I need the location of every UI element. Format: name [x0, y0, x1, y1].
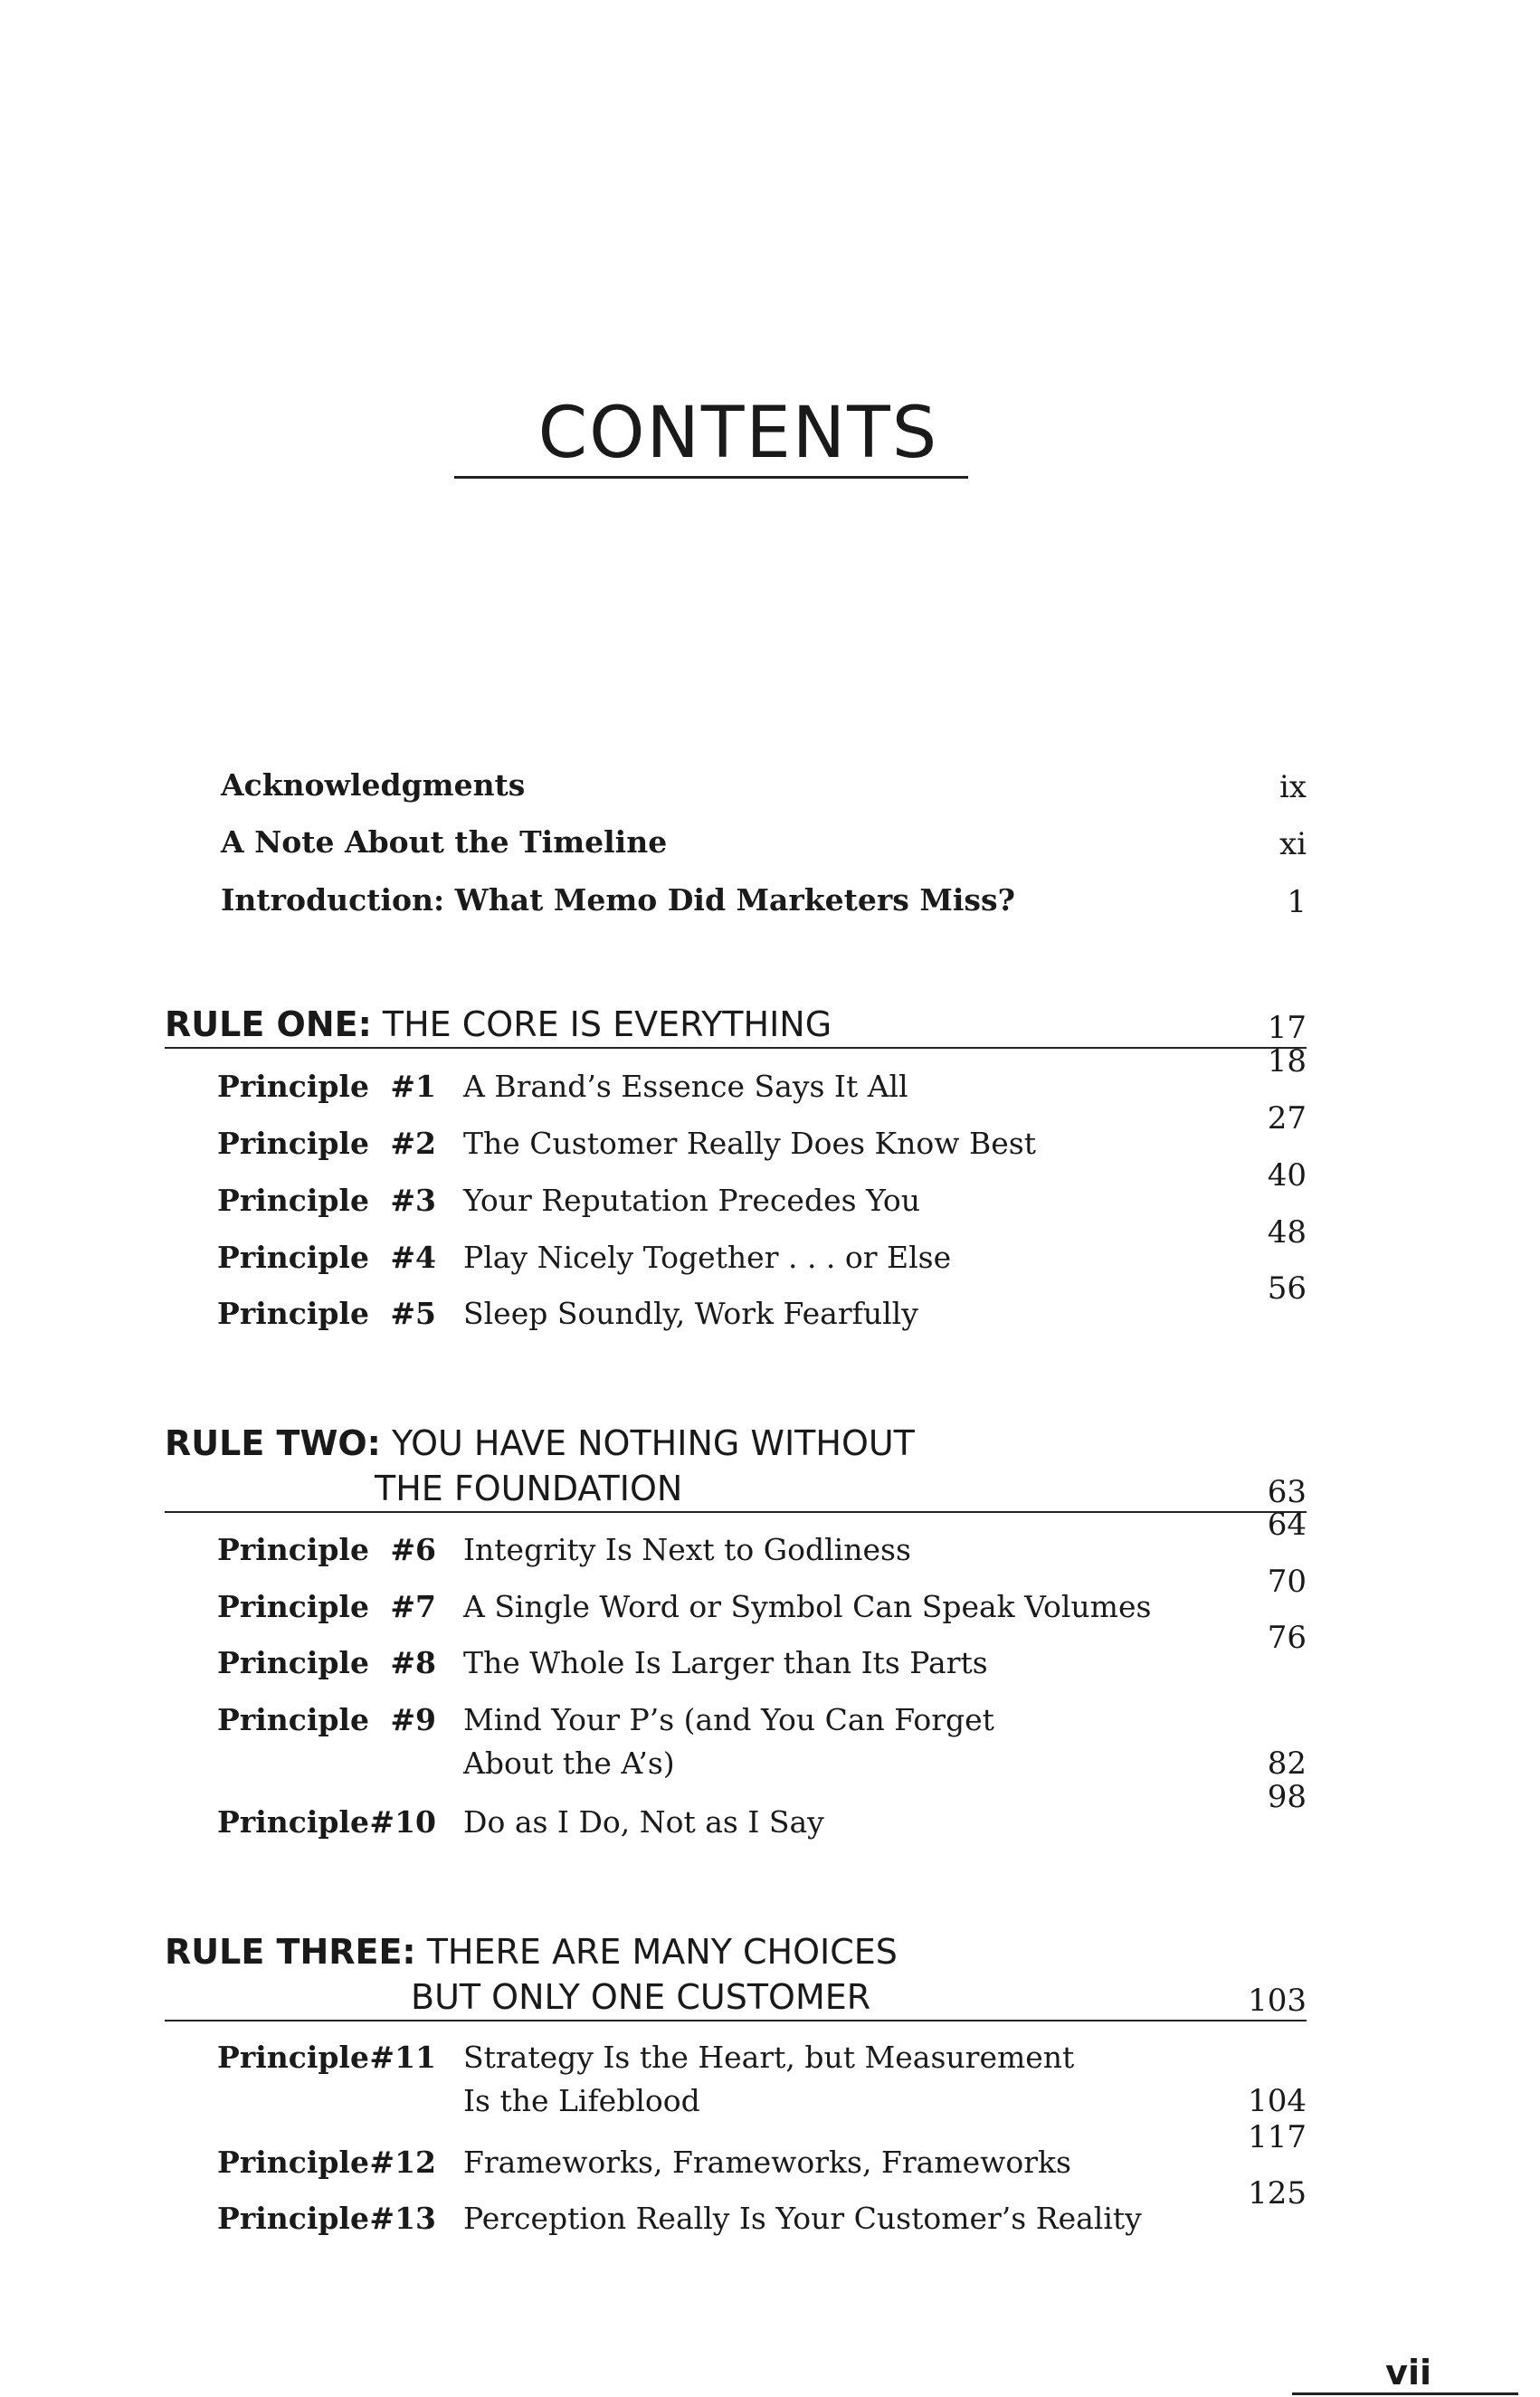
rule-page: 17 [1267, 1010, 1307, 1046]
toc-entry-page: xi [1279, 826, 1307, 862]
rule-title-line1: THERE ARE MANY CHOICES [426, 1932, 898, 1972]
principle-number: #11 [369, 2040, 436, 2075]
page-title: CONTENTS [537, 393, 939, 474]
principle-label: Principle [217, 1804, 369, 1840]
toc-entry-title: Acknowledgments [221, 767, 526, 803]
principle-title: Play Nicely Together . . . or Else [463, 1240, 952, 1275]
principle-title: Frameworks, Frameworks, Frameworks [463, 2145, 1071, 2180]
principle-number: #5 [390, 1296, 436, 1331]
principle-page: 70 [1267, 1564, 1307, 1600]
rule-prefix: RULE THREE: [165, 1932, 416, 1972]
rule-prefix: RULE TWO: [165, 1423, 381, 1463]
rule-one-heading[interactable] [165, 1002, 1307, 1049]
principle-number: #9 [390, 1702, 436, 1737]
principle-title-line2: About the A’s) [463, 1745, 675, 1781]
principle-number: #12 [369, 2145, 436, 2180]
toc-entry-page: ix [1279, 769, 1307, 805]
principle-label: Principle [217, 1296, 369, 1331]
principle-title: Sleep Soundly, Work Fearfully [463, 1296, 918, 1331]
principle-number: #10 [369, 1804, 436, 1840]
rule-two-heading[interactable] [165, 1421, 1307, 1513]
principle-number: #3 [390, 1183, 436, 1218]
principle-title: The Customer Really Does Know Best [463, 1126, 1036, 1161]
principle-page: 27 [1267, 1100, 1307, 1137]
principle-page: 40 [1267, 1157, 1307, 1194]
page-folio [1292, 2353, 1518, 2395]
principle-label: Principle [217, 2145, 369, 2180]
principle-page: 64 [1267, 1507, 1307, 1543]
principle-number: #7 [390, 1589, 436, 1624]
principle-page: 117 [1248, 2119, 1307, 2155]
principle-label: Principle [217, 1645, 369, 1680]
principle-title: A Single Word or Symbol Can Speak Volumes [463, 1589, 1152, 1624]
rule-prefix: RULE ONE: [165, 1004, 372, 1044]
principle-title-line2: Is the Lifeblood [463, 2083, 700, 2118]
principle-label: Principle [217, 1183, 369, 1218]
principle-page: 82 [1267, 1745, 1307, 1782]
rule-page: 103 [1248, 1983, 1307, 2019]
contents-heading-rule [454, 393, 968, 479]
toc-entry-note-about-timeline[interactable] [221, 824, 1307, 860]
principle-number: #6 [390, 1532, 436, 1567]
principle-page: 18 [1267, 1043, 1307, 1080]
principle-number: #4 [390, 1240, 436, 1275]
principle-page: 125 [1248, 2175, 1307, 2212]
principle-label: Principle [217, 2201, 369, 2236]
principle-label: Principle [217, 1069, 369, 1104]
principle-title: Your Reputation Precedes You [463, 1183, 921, 1218]
principle-label: Principle [217, 1589, 369, 1624]
principle-title-line1: Strategy Is the Heart, but Measurement [463, 2040, 1075, 2075]
principle-number: #13 [369, 2201, 436, 2236]
principle-page: 56 [1267, 1270, 1307, 1307]
toc-entry-introduction[interactable] [221, 882, 1307, 918]
principle-page: 98 [1267, 1779, 1307, 1815]
rule-three-heading[interactable] [165, 1929, 1307, 2021]
rule-title: THE CORE IS EVERYTHING [382, 1004, 832, 1044]
toc-entry-acknowledgments[interactable] [221, 767, 1307, 803]
rule-title-line2: BUT ONLY ONE CUSTOMER [411, 1977, 871, 2017]
toc-entry-title: Introduction: What Memo Did Marketers Miss? [221, 882, 1015, 918]
page-number: vii [1385, 2353, 1431, 2392]
toc-principle-11[interactable] [217, 2040, 1307, 2119]
principle-number: #2 [390, 1126, 436, 1161]
principle-page: 104 [1248, 2083, 1307, 2119]
toc-entry-title: A Note About the Timeline [221, 824, 668, 860]
rule-title-line2: THE FOUNDATION [375, 1469, 683, 1508]
principle-label: Principle [217, 1702, 369, 1737]
principle-label: Principle [217, 1240, 369, 1275]
toc-entry-page: 1 [1287, 884, 1307, 920]
principle-title: Integrity Is Next to Godliness [463, 1532, 911, 1567]
principle-page: 76 [1267, 1620, 1307, 1656]
rule-title-line1: YOU HAVE NOTHING WITHOUT [391, 1423, 915, 1463]
principle-title: Perception Really Is Your Customer’s Reality [463, 2201, 1142, 2236]
principle-number: #8 [390, 1645, 436, 1680]
principle-title: A Brand’s Essence Says It All [463, 1069, 908, 1104]
rule-page: 63 [1267, 1474, 1307, 1510]
principle-label: Principle [217, 2040, 369, 2075]
principle-label: Principle [217, 1126, 369, 1161]
principle-title: The Whole Is Larger than Its Parts [463, 1645, 988, 1680]
principle-number: #1 [390, 1069, 436, 1104]
principle-title-line1: Mind Your P’s (and You Can Forget [463, 1702, 994, 1737]
principle-label: Principle [217, 1532, 369, 1567]
toc-principle-9[interactable] [217, 1702, 1307, 1782]
principle-title: Do as I Do, Not as I Say [463, 1804, 824, 1840]
principle-page: 48 [1267, 1214, 1307, 1251]
